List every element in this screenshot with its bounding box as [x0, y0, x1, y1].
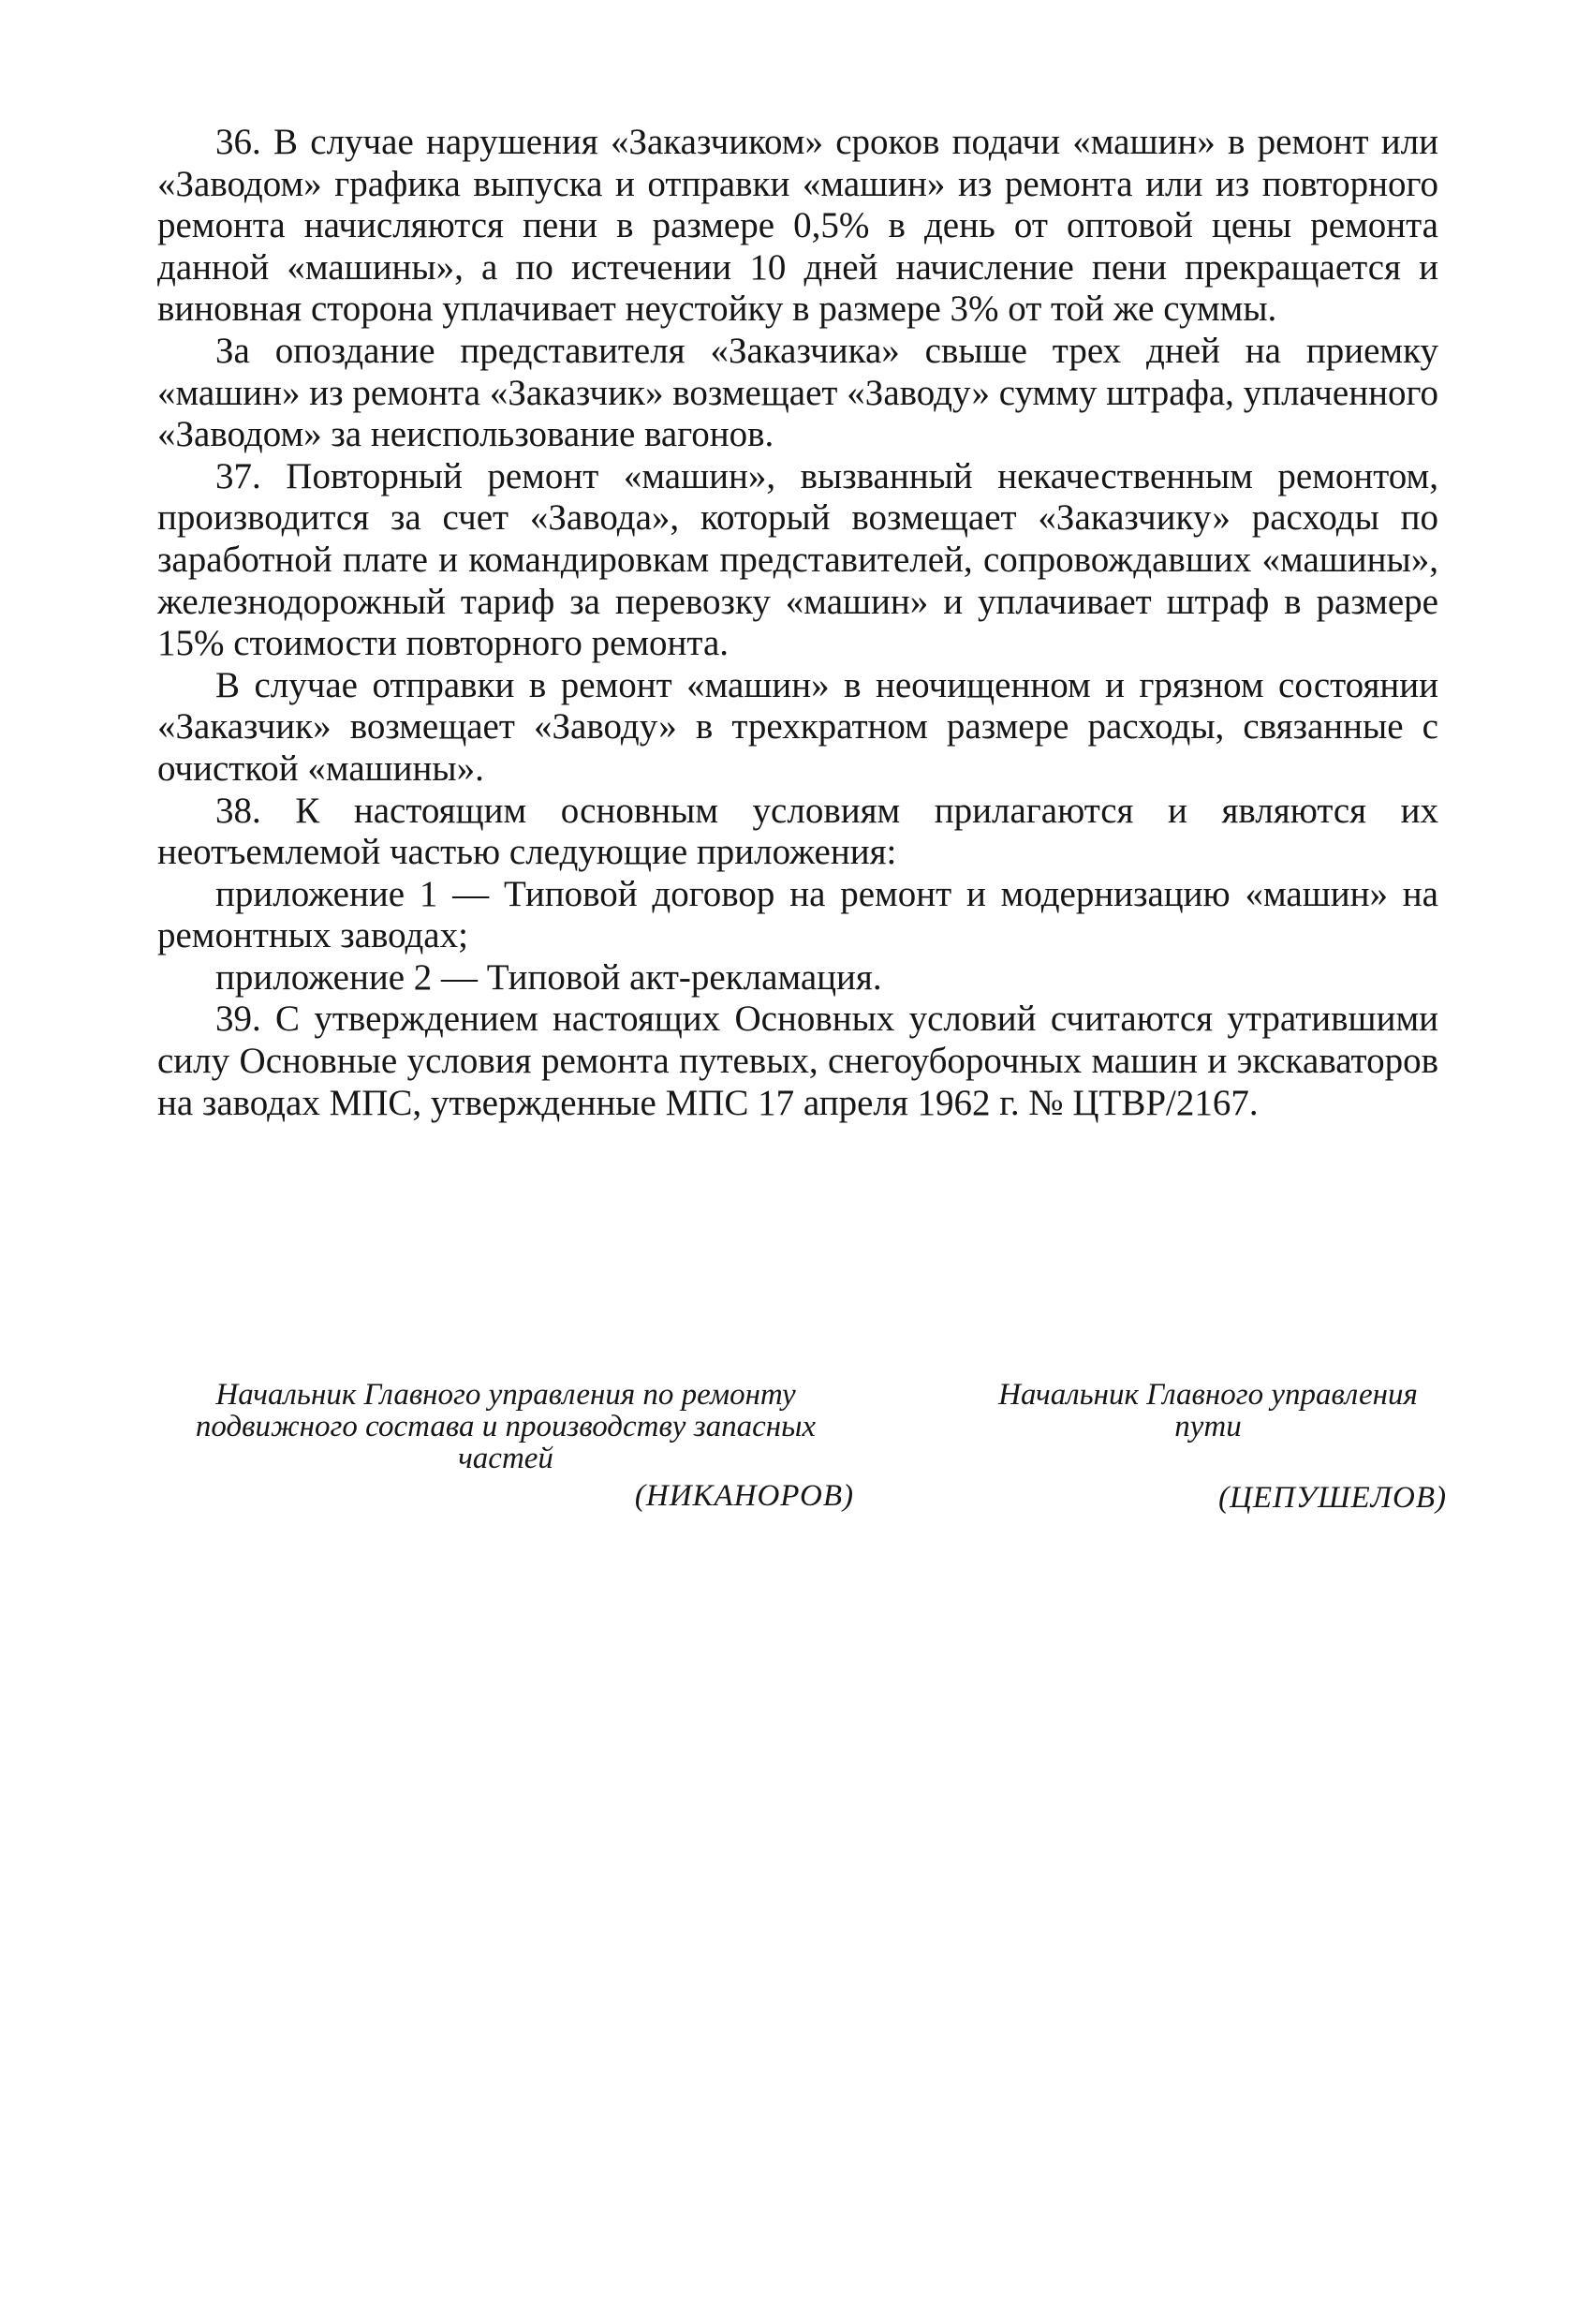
signature-block-right — [969, 1379, 1447, 1514]
appendix-1-item: приложение 1 — Типовой договор на ремонт и модернизацию «машин» на ремонтных заводах; — [157, 873, 1438, 956]
signature-left-title: Начальник Главного управления по ремонту подвижного состава и производству запасных частей — [195, 1378, 817, 1475]
document-body — [157, 122, 1438, 1124]
signature-left-name: (НИКАНОРОВ) — [634, 1479, 854, 1513]
signature-right-name: (ЦЕПУШЕЛОВ) — [1218, 1481, 1447, 1515]
paragraph-39: 39. С утверждением настоящих Основных условий считаются утратившими силу Основные условия ремонта путевых, снегоуборочных машин и экскаваторов на заводах МПС, утвержденные МПС 17 апреля 1962 г. № ЦТВР/2167. — [157, 999, 1438, 1123]
appendix-2-item: приложение 2 — Типовой акт-рекламация. — [215, 956, 882, 998]
paragraph-36-representative-delay: За опоздание представителя «Заказчика» свыше трех дней на приемку «машин» из ремонта «Заказчик» возмещает «Заводу» сумму штрафа, уплаченного «Заводом» за неиспользование вагонов. — [157, 330, 1438, 455]
paragraph-36: 36. В случае нарушения «Заказчиком» сроков подачи «машин» в ремонт или «Заводом» графика выпуска и отправки «машин» из ремонта или из повторного ремонта начисляются пени в размере 0,5% в день от оптовой цены ремонта данной «машины», а по истечении 10 дней начисление пени прекращается и виновная сторона уплачивает неустойку в размере 3% от той же суммы. — [157, 122, 1438, 330]
signature-right-title: Начальник Главного управления пути — [998, 1378, 1418, 1443]
paragraph-37: 37. Повторный ремонт «машин», вызванный некачественным ремонтом, производится за счет «Завода», который возмещает «Заказчику» расходы по заработной плате и командировкам представителей, сопровождавших «машины», железнодорожный тариф за перевозку «машин» и уплачивает штраф в размере 15% стоимости повторного ремонта. — [157, 455, 1438, 664]
signature-block-left — [150, 1379, 862, 1512]
paragraph-38: 38. К настоящим основным условиям прилагаются и являются их неотъемлемой частью следующие приложения: — [157, 790, 1438, 873]
paragraph-37-dirty-machines: В случае отправки в ремонт «машин» в неочищенном и грязном состоянии «Заказчик» возмещает «Заводу» в трехкратном размере расходы, связанные с очисткой «машины». — [157, 664, 1438, 789]
